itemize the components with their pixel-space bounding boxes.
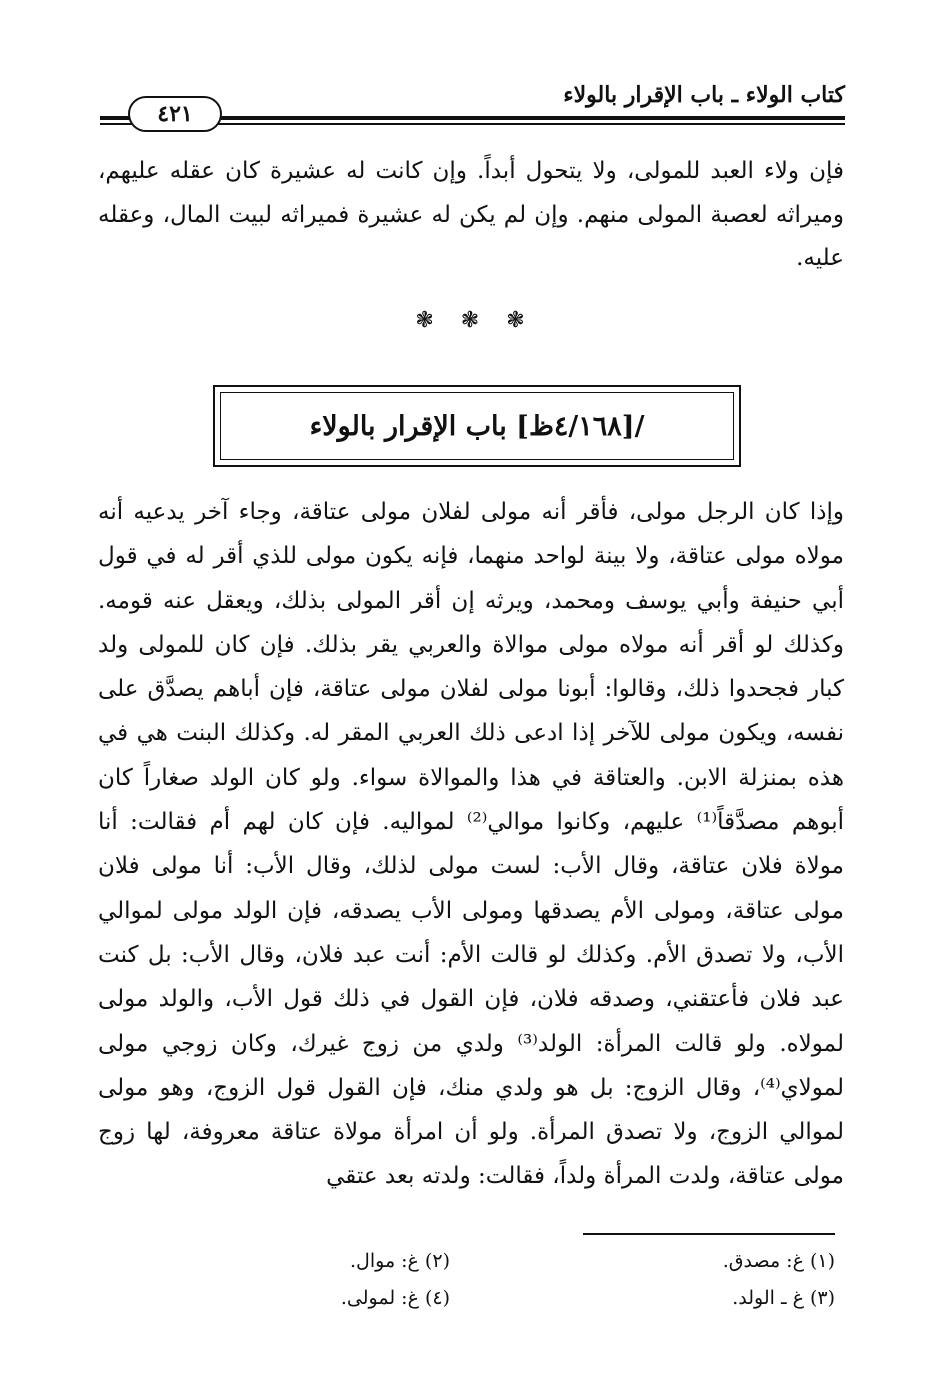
section-title: /[٤/١٦٨ظ] باب الإقرار بالولاء xyxy=(309,410,645,442)
footnote-2: (٢) غ: موال. xyxy=(350,1250,450,1272)
main-paragraph: وإذا كان الرجل مولى، فأقر أنه مولى لفلان مولى عتاقة، وجاء آخر يدعيه أنه مولاه مولى عتاقة، ولا بينة لواحد منهما، فإنه يكون مولى للذي أقر له في قول أبي حنيفة وأبي يوسف ومحمد، ويرثه إن أقر المولى بذلك، ويعقل عنه قومه. وكذلك لو أقر أنه مولاه مولى موالاة والعربي يقر بذلك. فإن كان للمولى ولد كبار فجحدوا ذلك، وقالوا: أبونا مولى لفلان مولى عتاقة، فإن أباهم يصدَّق على نفسه، ويكون مولى للآخر إذا ادعى ذلك العربي المقر له. وكذلك البنت هي في هذه بمنزلة الابن. والعتاقة في هذا والموالاة سواء. ولو كان الولد صغاراً كان أبوهم مصدَّقاً⁽¹⁾ عليهم، وكانوا موالي⁽²⁾ لمواليه. فإن كان لهم أم فقالت: أنا مولاة فلان عتاقة، وقال الأب: لست مولى لذلك، وقال الأب: أنا مولى فلان مولى عتاقة، ومولى الأم يصدقها ومولى الأب يصدقه، فإن الولد مولى لموالي الأب، ولا تصدق الأم. وكذلك لو قالت الأم: أنت عبد فلان، وقال الأب: بل كنت عبد فلان فأعتقني، وصدقه فلان، فإن القول في ذلك قول الأب، والولد مولى لمولاه. ولو قالت المرأة: الولد⁽³⁾ ولدي من زوج غيرك، وكان زوجي مولى لمولاي⁽⁴⁾، وقال الزوج: بل هو ولدي منك، فإن القول قول الزوج، وهو مولى لموالي الزوج، ولا تصدق المرأة. ولو أن امرأة مولاة عتاقة معروفة، لها زوج مولى عتاقة، ولدت المرأة ولداً، فقالت: ولدته بعد عتقي xyxy=(98,499,844,1190)
footnote-3: (٣) غ ـ الولد. xyxy=(732,1287,835,1309)
page-number: ٤٢١ xyxy=(128,96,222,132)
opening-paragraph: فإن ولاء العبد للمولى، ولا يتحول أبداً. وإن كانت له عشيرة كان عقله عليهم، وميراثه لعصبة المولى منهم. وإن لم يكن له عشيرة فميراثه لبيت المال، وعقله عليه. xyxy=(98,158,844,271)
running-title: كتاب الولاء ـ باب الإقرار بالولاء xyxy=(563,82,845,108)
section-title-inner-frame xyxy=(220,392,734,460)
section-separator: ❃ ❃ ❃ xyxy=(415,308,535,333)
footnote-1: (١) غ: مصدق. xyxy=(722,1250,835,1272)
section-title-frame xyxy=(213,385,741,467)
footnote-4: (٤) غ: لمولى. xyxy=(340,1287,450,1309)
footnote-rule xyxy=(583,1233,835,1235)
